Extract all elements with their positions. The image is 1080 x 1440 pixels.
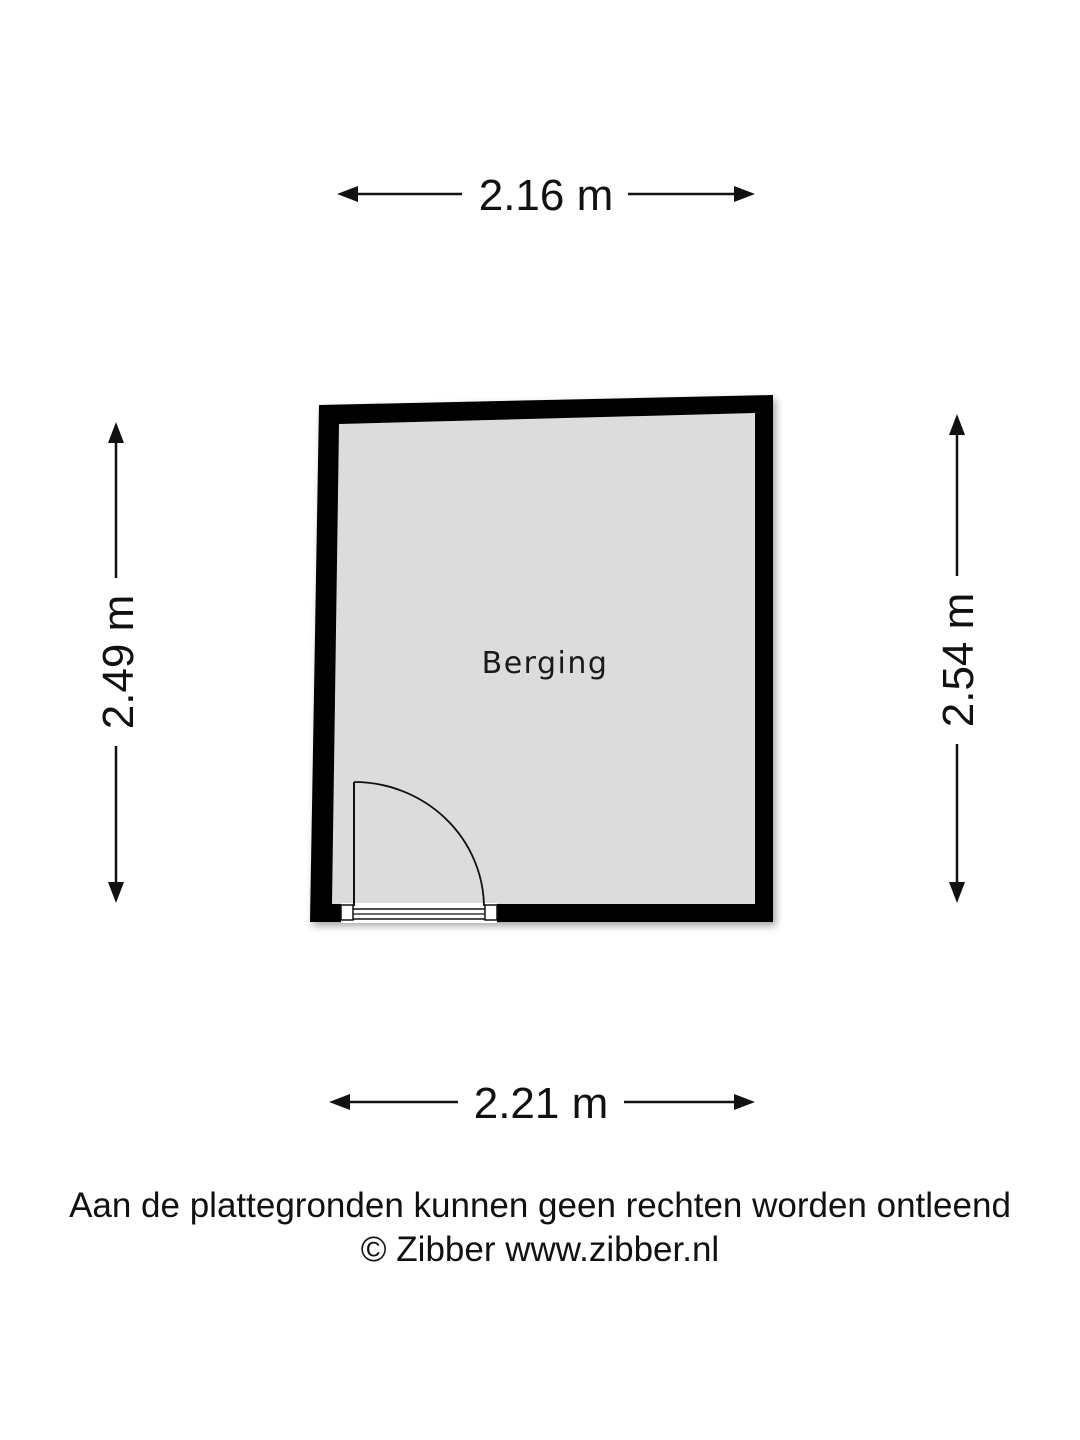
dimension-bottom-label: 2.21 m — [473, 1079, 609, 1128]
dimension-top-label: 2.16 m — [478, 171, 614, 220]
dimension-right-label: 2.54 m — [934, 592, 983, 728]
dimension-top — [337, 171, 755, 220]
dimension-left — [94, 422, 143, 903]
dimension-bottom — [329, 1079, 755, 1128]
copyright-text: © Zibber www.zibber.nl — [360, 1230, 720, 1269]
dimension-left-label: 2.49 m — [94, 594, 143, 730]
dimension-right — [934, 414, 983, 903]
room-label: Berging — [481, 646, 609, 681]
disclaimer-text: Aan de plattegronden kunnen geen rechten worden ontleend — [69, 1186, 1011, 1225]
